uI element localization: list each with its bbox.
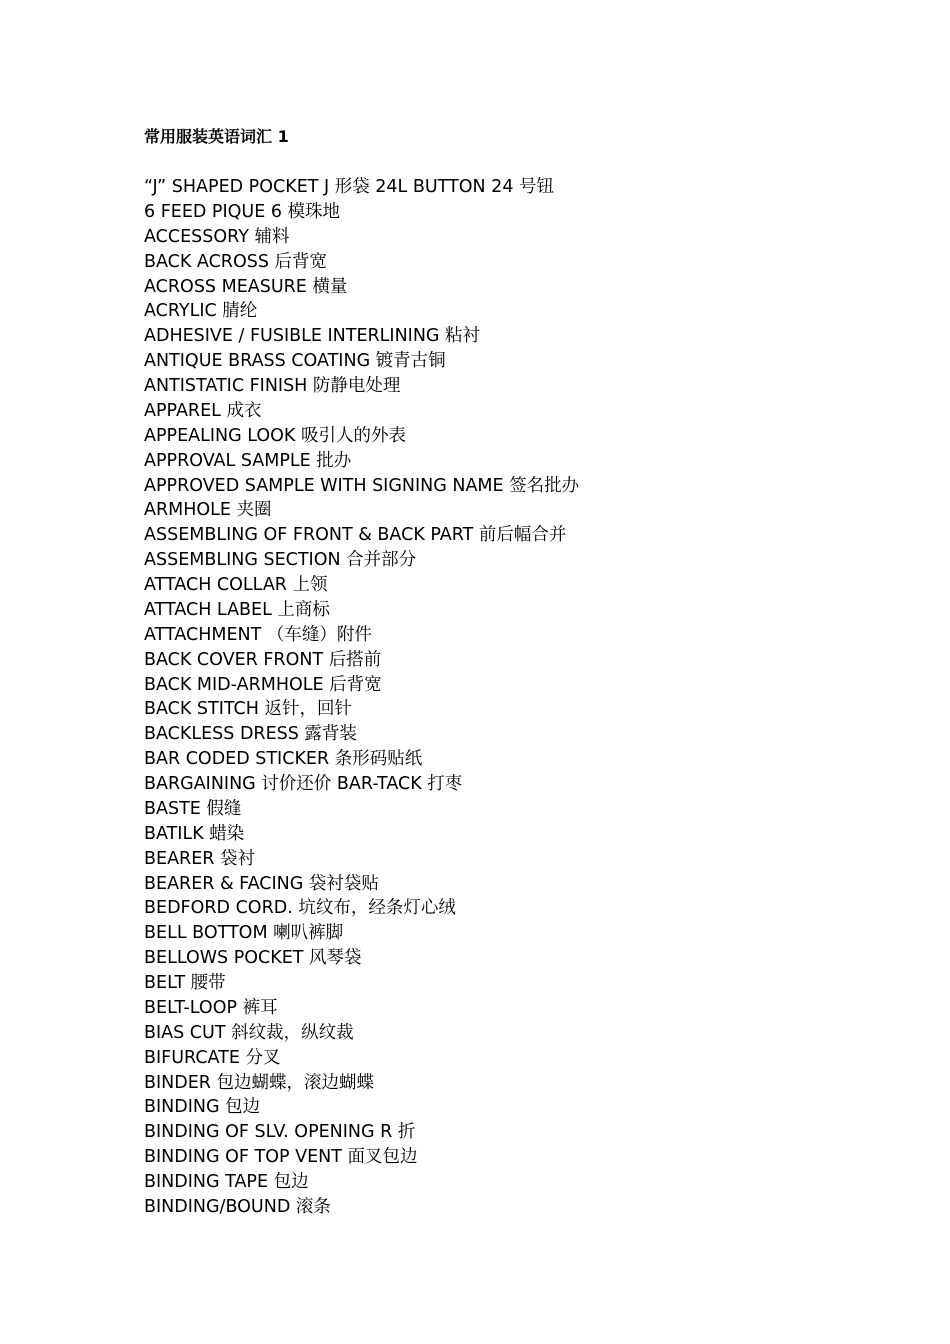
vocabulary-entry: BATILK 蜡染 xyxy=(144,823,245,844)
vocabulary-entry: BACK MID-ARMHOLE 后背宽 xyxy=(144,674,382,695)
vocabulary-entry: 6 FEED PIQUE 6 模珠地 xyxy=(144,201,341,222)
document-title: 常用服装英语词汇 1 xyxy=(144,127,289,146)
vocabulary-entry: BIAS CUT 斜纹裁，纵纹裁 xyxy=(144,1022,354,1043)
vocabulary-entry: BELT-LOOP 裤耳 xyxy=(144,997,278,1018)
vocabulary-list xyxy=(144,175,579,1220)
vocabulary-entry: BAR CODED STICKER 条形码贴纸 xyxy=(144,749,423,770)
vocabulary-entry: BEARER 袋衬 xyxy=(144,848,255,869)
vocabulary-entry: APPAREL 成衣 xyxy=(144,400,262,421)
vocabulary-entry: BASTE 假缝 xyxy=(144,798,242,819)
vocabulary-entry: BINDING/BOUND 滚条 xyxy=(144,1196,331,1217)
vocabulary-entry: APPROVAL SAMPLE 批办 xyxy=(144,450,352,471)
vocabulary-entry: BACKLESS DRESS 露背装 xyxy=(144,724,357,745)
vocabulary-entry: ASSEMBLING OF FRONT & BACK PART 前后幅合并 xyxy=(144,525,567,546)
vocabulary-entry: APPROVED SAMPLE WITH SIGNING NAME 签名批办 xyxy=(144,475,580,496)
vocabulary-entry: ACRYLIC 腈纶 xyxy=(144,301,258,322)
vocabulary-entry: BINDING 包边 xyxy=(144,1097,261,1118)
vocabulary-entry: BACK STITCH 返针，回针 xyxy=(144,699,352,720)
vocabulary-entry: ADHESIVE / FUSIBLE INTERLINING 粘衬 xyxy=(144,326,481,347)
vocabulary-entry: ANTISTATIC FINISH 防静电处理 xyxy=(144,376,401,396)
vocabulary-entry: ARMHOLE 夹圈 xyxy=(144,500,272,521)
vocabulary-entry: BELT 腰带 xyxy=(144,973,226,993)
vocabulary-entry: BELL BOTTOM 喇叭裤脚 xyxy=(144,923,344,944)
vocabulary-entry: ANTIQUE BRASS COATING 镀青古铜 xyxy=(144,351,446,372)
vocabulary-entry: BARGAINING 讨价还价 BAR-TACK 打枣 xyxy=(144,774,463,794)
vocabulary-entry: BINDING OF SLV. OPENING R 折 xyxy=(144,1122,416,1143)
vocabulary-entry: APPEALING LOOK 吸引人的外表 xyxy=(144,425,406,446)
vocabulary-entry: BACK ACROSS 后背宽 xyxy=(144,251,328,272)
vocabulary-entry: ACCESSORY 辅料 xyxy=(144,226,290,247)
vocabulary-entry: ACROSS MEASURE 横量 xyxy=(144,276,348,297)
vocabulary-entry: ASSEMBLING SECTION 合并部分 xyxy=(144,550,417,571)
vocabulary-entry: BINDING TAPE 包边 xyxy=(144,1172,309,1192)
vocabulary-entry: BELLOWS POCKET 风琴袋 xyxy=(144,948,362,969)
vocabulary-entry: BIFURCATE 分叉 xyxy=(144,1047,281,1068)
vocabulary-entry: “J” SHAPED POCKET J 形袋 24L BUTTON 24 号钮 xyxy=(144,177,555,197)
vocabulary-entry: BINDER 包边蝴蝶，滚边蝴蝶 xyxy=(144,1072,375,1093)
vocabulary-entry: BEARER & FACING 袋衬袋贴 xyxy=(144,873,379,894)
vocabulary-entry: ATTACH COLLAR 上领 xyxy=(144,575,328,595)
vocabulary-entry: ATTACH LABEL 上商标 xyxy=(144,599,330,620)
vocabulary-entry: BINDING OF TOP VENT 面叉包边 xyxy=(144,1147,418,1168)
vocabulary-entry: ATTACHMENT （车缝）附件 xyxy=(144,624,372,645)
vocabulary-entry: BEDFORD CORD. 坑纹布，经条灯心绒 xyxy=(144,898,456,919)
vocabulary-entry: BACK COVER FRONT 后搭前 xyxy=(144,649,382,670)
